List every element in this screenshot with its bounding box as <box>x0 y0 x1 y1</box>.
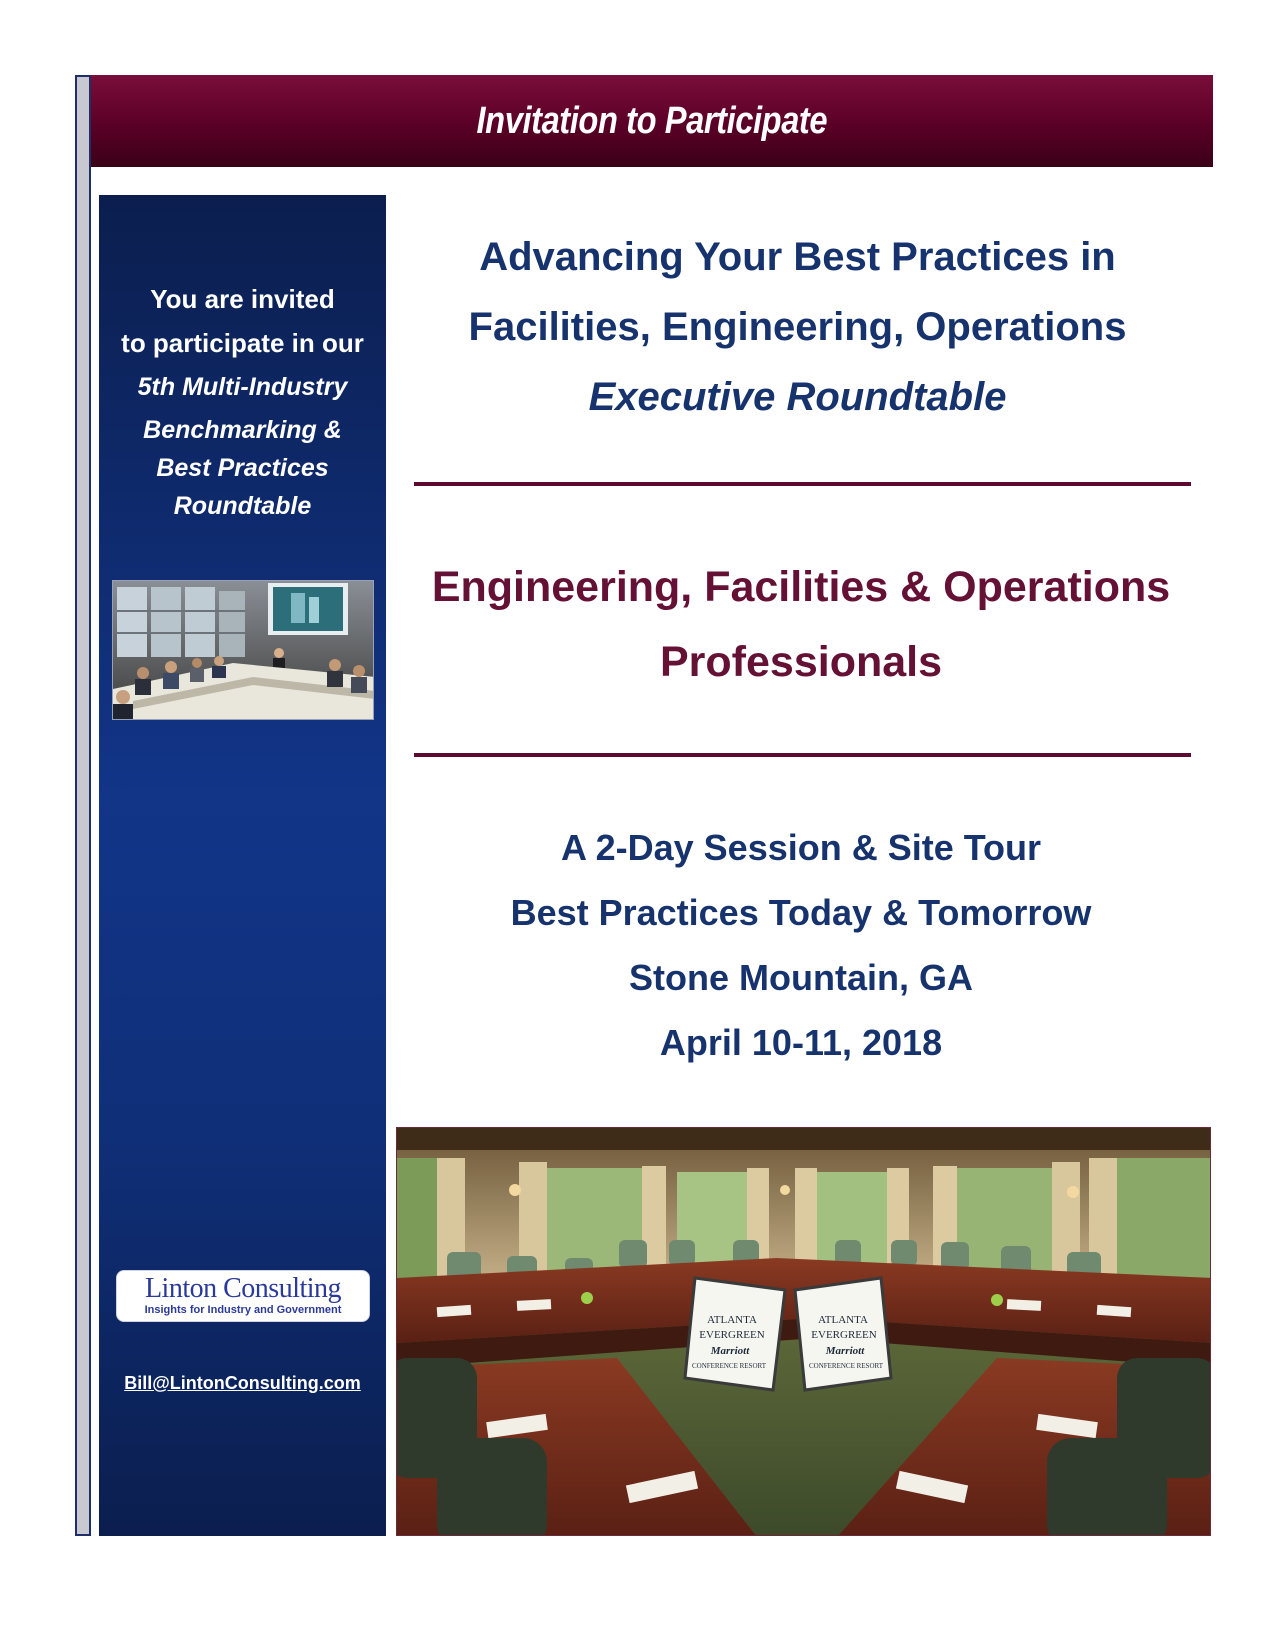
headline-line: Facilities, Engineering, Operations <box>468 305 1127 349</box>
conference-room-illustration <box>397 1128 1211 1536</box>
headline <box>410 222 1185 432</box>
roundtable-session-photo <box>112 580 374 720</box>
audience-line: Professionals <box>660 638 942 686</box>
conference-room-photo <box>396 1127 1211 1536</box>
session-photo-illustration <box>113 581 374 720</box>
logo-tagline: Insights for Industry and Government <box>144 1304 342 1316</box>
event-name-line: Roundtable <box>173 492 312 520</box>
divider-rule <box>414 753 1191 757</box>
headline-line: Advancing Your Best Practices in <box>479 235 1116 279</box>
session-theme: Best Practices Today & Tomorrow <box>510 892 1092 933</box>
left-frame-rule <box>75 75 91 1536</box>
headline-roundtable: Executive Roundtable <box>588 375 1007 419</box>
event-details <box>410 815 1192 1075</box>
sign-text: EVERGREEN <box>699 1329 765 1341</box>
sidebar <box>99 195 386 1536</box>
sign-text: CONFERENCE RESORT <box>691 1362 767 1370</box>
sign-text: ATLANTA <box>707 1314 757 1326</box>
invitation-text <box>99 277 386 523</box>
session-format: A 2-Day Session & Site Tour <box>560 827 1042 868</box>
sign-text: CONFERENCE RESORT <box>808 1362 884 1370</box>
invite-line: You are invited <box>150 284 335 314</box>
linton-consulting-logo <box>116 1270 370 1322</box>
audience-line: Engineering, Facilities & Operations <box>431 563 1171 611</box>
event-dates: April 10-11, 2018 <box>659 1022 943 1063</box>
event-name-line: Best Practices <box>156 454 329 482</box>
header-title: Invitation to Participate <box>476 99 828 142</box>
event-location: Stone Mountain, GA <box>629 957 973 998</box>
event-name-line: Benchmarking & <box>143 416 342 444</box>
sign-text: Marriott <box>825 1345 865 1357</box>
sign-text: EVERGREEN <box>811 1329 877 1341</box>
sign-text: Marriott <box>710 1345 750 1357</box>
resort-sign <box>795 1278 891 1390</box>
logo-name: Linton Consulting <box>144 1273 342 1304</box>
audience-heading <box>406 550 1196 700</box>
invite-line: to participate in our <box>121 328 364 358</box>
resort-sign <box>685 1278 785 1390</box>
sign-text: ATLANTA <box>818 1314 868 1326</box>
header-bar <box>91 75 1213 167</box>
divider-rule <box>414 482 1191 486</box>
contact-email-link[interactable]: Bill@LintonConsulting.com <box>124 1373 361 1393</box>
event-series: 5th Multi-Industry <box>137 373 348 401</box>
